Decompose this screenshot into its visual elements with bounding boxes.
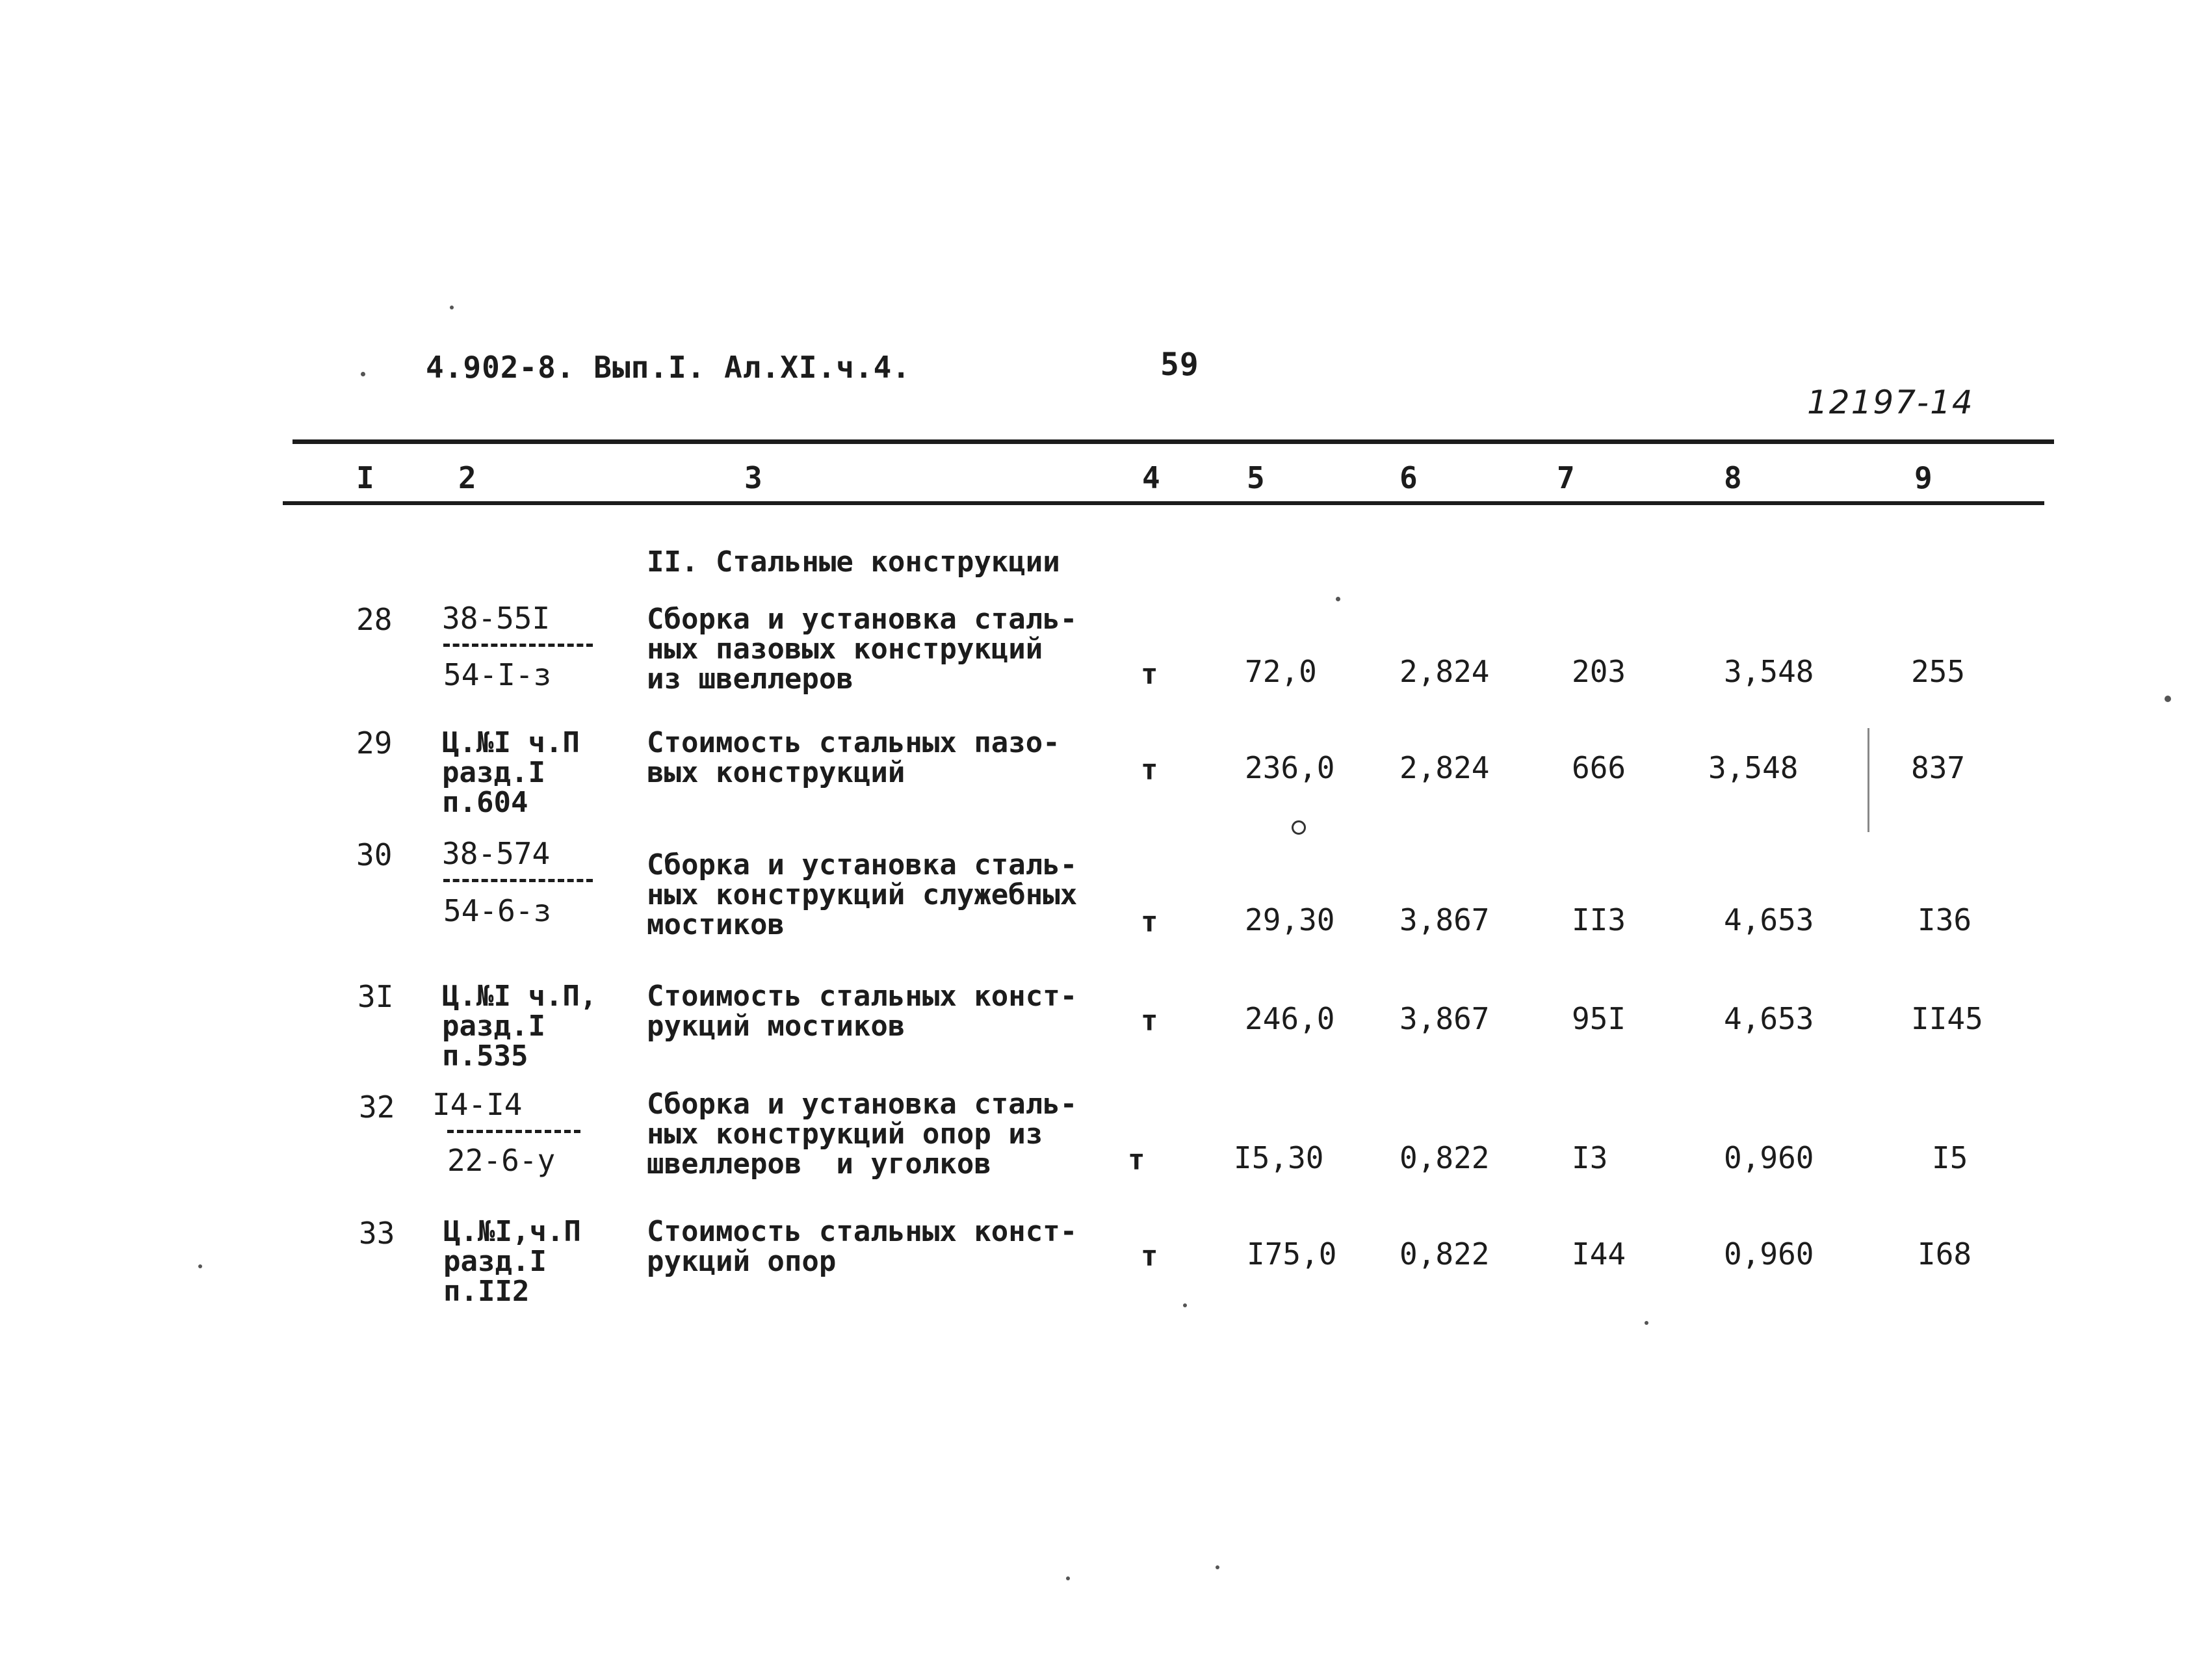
unit: т — [1128, 1143, 1145, 1177]
norm-code-reference: Ц.№I ч.П, разд.I п.535 — [442, 980, 597, 1073]
column-header-2: 2 — [458, 460, 477, 495]
table-header-rule — [283, 501, 2044, 505]
quantity: 29,30 — [1245, 902, 1335, 937]
fraction-line — [443, 644, 593, 647]
norm-code-top: I4-I4 — [432, 1087, 523, 1122]
col7-value: II3 — [1572, 902, 1626, 937]
row-number: 3I — [358, 979, 394, 1014]
column-header-6: 6 — [1399, 460, 1418, 495]
fraction-line — [447, 1130, 580, 1133]
work-description: Стоимость стальных пазо- вых конструкций — [647, 726, 1060, 789]
col8-value: 0,960 — [1724, 1140, 1814, 1175]
unit: т — [1141, 906, 1158, 939]
work-description: Сборка и установка сталь- ных конструкций опор из швеллеров и уголков — [647, 1088, 1078, 1181]
col8-value: 3,548 — [1724, 654, 1814, 689]
norm-code-bottom: 54-6-з — [443, 893, 552, 928]
col6-value: 3,867 — [1399, 902, 1490, 937]
col8-value: 4,653 — [1724, 902, 1814, 937]
quantity: I5,30 — [1234, 1140, 1324, 1175]
col6-value: 3,867 — [1399, 1001, 1490, 1036]
scan-speck — [450, 306, 454, 309]
col8-value: 0,960 — [1724, 1236, 1814, 1272]
unit: т — [1141, 753, 1158, 787]
column-header-7: 7 — [1557, 460, 1576, 495]
col9-value: 837 — [1911, 750, 1966, 785]
norm-code-top: 38-574 — [442, 836, 551, 871]
row-number: 33 — [359, 1216, 395, 1251]
column-header-9: 9 — [1914, 460, 1933, 495]
scan-speck — [1292, 820, 1306, 835]
fraction-line — [443, 879, 593, 882]
col7-value: I44 — [1572, 1236, 1626, 1272]
col6-value: 2,824 — [1399, 750, 1490, 785]
row-number: 30 — [356, 837, 393, 872]
col6-value: 0,822 — [1399, 1140, 1490, 1175]
quantity: 246,0 — [1245, 1001, 1335, 1036]
scan-speck — [198, 1264, 202, 1268]
col9-value: I36 — [1918, 902, 1972, 937]
col8-value: 4,653 — [1724, 1001, 1814, 1036]
col7-value: 666 — [1572, 750, 1626, 785]
col7-value: I3 — [1572, 1140, 1608, 1175]
column-header-1: I — [356, 460, 375, 495]
section-title: II. Стальные конструкции — [647, 545, 1060, 579]
col9-value: II45 — [1911, 1001, 1983, 1036]
col6-value: 2,824 — [1399, 654, 1490, 689]
col9-value: I5 — [1932, 1140, 1968, 1175]
unit: т — [1141, 658, 1158, 691]
column-header-4: 4 — [1142, 460, 1161, 495]
scan-speck — [361, 372, 365, 376]
scan-speck — [1336, 597, 1340, 601]
scan-speck — [1183, 1303, 1187, 1307]
column-header-5: 5 — [1247, 460, 1266, 495]
norm-code-bottom: 22-6-у — [447, 1143, 556, 1178]
work-description: Сборка и установка сталь- ных пазовых конструкций из швеллеров — [647, 603, 1078, 696]
norm-code-reference: Ц.№I ч.П разд.I п.604 — [442, 726, 580, 819]
work-description: Стоимость стальных конст- рукций опор — [647, 1215, 1078, 1278]
row-number: 32 — [359, 1090, 395, 1125]
quantity: 236,0 — [1245, 750, 1335, 785]
scan-speck — [1645, 1321, 1648, 1325]
norm-code-top: 38-55I — [442, 601, 551, 636]
scan-speck — [1216, 1565, 1219, 1569]
quantity: I75,0 — [1247, 1236, 1337, 1272]
unit: т — [1141, 1004, 1158, 1038]
quantity: 72,0 — [1245, 654, 1317, 689]
work-description: Стоимость стальных конст- рукций мостиков — [647, 980, 1078, 1043]
col9-value: 255 — [1911, 654, 1966, 689]
col7-value: 203 — [1572, 654, 1626, 689]
col7-value: 95I — [1572, 1001, 1626, 1036]
column-header-8: 8 — [1724, 460, 1743, 495]
row-number: 28 — [356, 602, 393, 637]
table-top-rule — [293, 439, 2054, 444]
col8-value: 3,548 — [1708, 750, 1799, 785]
scan-mark — [1867, 728, 1869, 832]
scan-speck — [2165, 696, 2171, 702]
norm-code-reference: Ц.№I,ч.П разд.I п.II2 — [443, 1215, 581, 1308]
archive-number: 12197-14 — [1807, 384, 1974, 421]
row-number: 29 — [356, 725, 393, 761]
work-description: Сборка и установка сталь- ных конструкций служебных мостиков — [647, 848, 1078, 941]
scan-speck — [1066, 1576, 1070, 1580]
page-number: 59 — [1160, 346, 1199, 383]
unit: т — [1141, 1240, 1158, 1273]
document-code: 4.902-8. Вып.I. Ал.XI.ч.4. — [426, 350, 911, 385]
norm-code-bottom: 54-I-з — [443, 657, 552, 692]
col9-value: I68 — [1918, 1236, 1972, 1272]
column-header-3: 3 — [744, 460, 763, 495]
col6-value: 0,822 — [1399, 1236, 1490, 1272]
